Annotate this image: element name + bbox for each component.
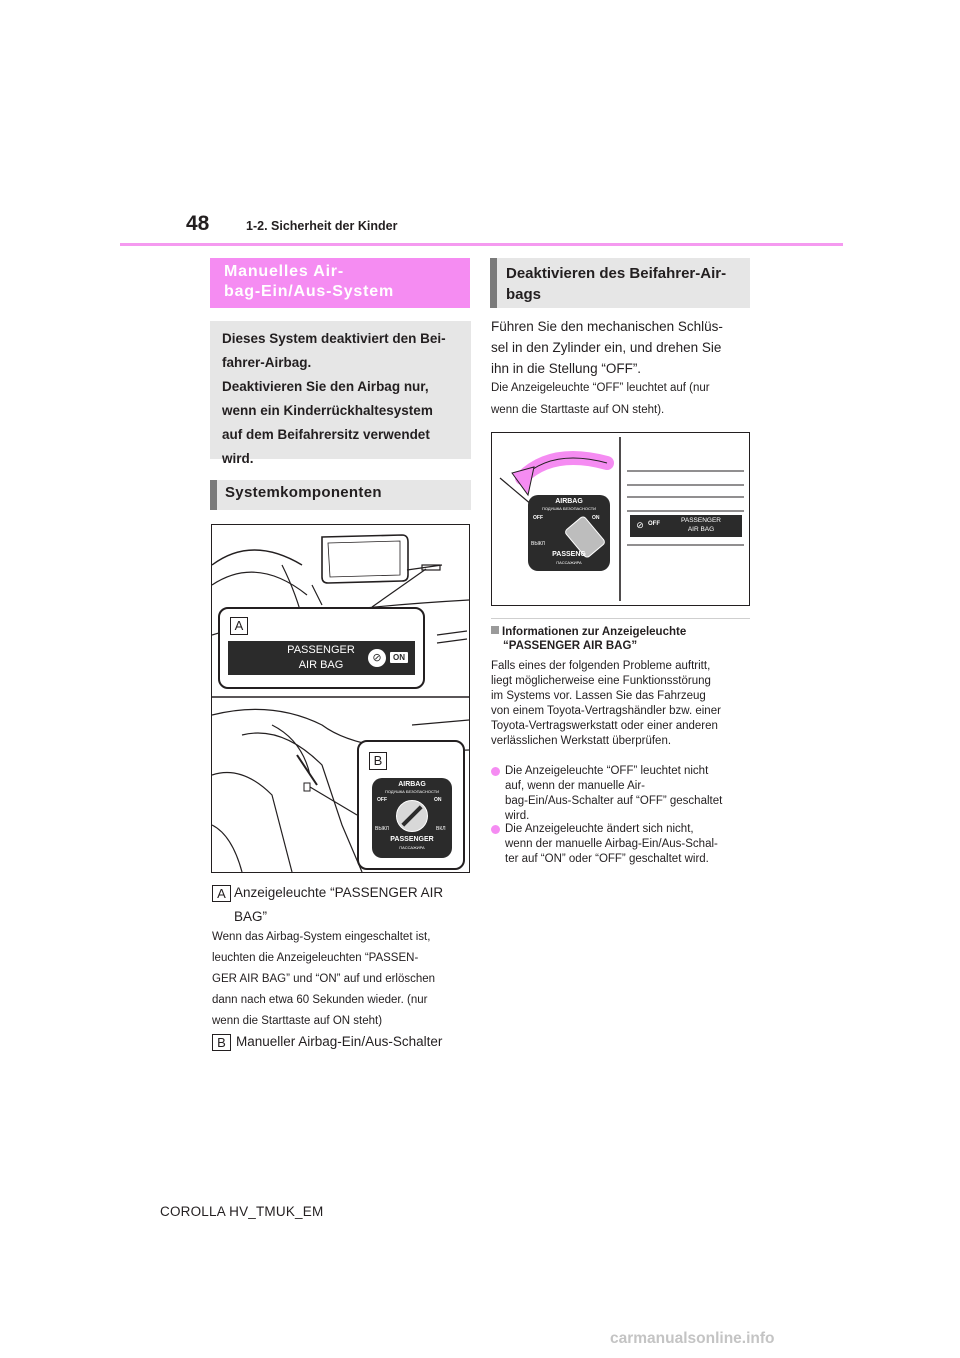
- desc-line: wenn die Starttaste auf ON steht): [212, 1015, 383, 1027]
- switch-on-label: ON: [434, 797, 442, 803]
- indicator-on-badge: ON: [390, 652, 408, 663]
- note-line: wenn die Starttaste auf ON steht).: [491, 404, 665, 416]
- caption-b: [212, 1031, 474, 1053]
- intro-box: [210, 321, 471, 466]
- switch-passenger-ru-label: ПАССАЖИРА: [399, 845, 425, 850]
- footer-model: COROLLA HV_TMUK_EM: [160, 1204, 324, 1219]
- switch-passenger-label: PASSENGER: [390, 836, 434, 843]
- info-line: liegt möglicherweise eine Funktionsstörung: [491, 675, 711, 687]
- switch-off-ru-label: ВЫКЛ: [375, 826, 389, 832]
- switch-title: AIRBAG: [398, 781, 426, 788]
- bullet-dot-icon: [491, 767, 500, 776]
- caption-a: [212, 881, 474, 929]
- caption-b-letter: B: [212, 1034, 231, 1051]
- switch-off-label: OFF: [377, 797, 387, 803]
- components-heading: Systemkomponenten: [210, 480, 471, 510]
- switch-off-label: OFF: [533, 515, 543, 521]
- intro-line: wenn ein Kinderrückhaltesystem: [222, 403, 433, 418]
- airbag-off-icon: ⊘: [368, 649, 386, 667]
- info-line: von einem Toyota-Vertragshändler bzw. einer: [491, 705, 721, 717]
- desc-line: Wenn das Airbag-System eingeschaltet ist,: [212, 931, 431, 943]
- heading-line: Manuelles Air-: [224, 263, 344, 280]
- instruction-line: ihn in die Stellung “OFF”.: [491, 361, 642, 376]
- manual-airbag-heading: [210, 258, 470, 308]
- watermark: carmanualsonline.info: [610, 1330, 775, 1347]
- desc-line: GER AIR BAG” und “ON” auf und erlöschen: [212, 973, 436, 985]
- indicator-label: [666, 516, 736, 534]
- passenger-airbag-indicator-off: [630, 515, 742, 537]
- info-line: im Systems vor. Lassen Sie das Fahrzeug: [491, 690, 706, 702]
- caption-b-text: Manueller Airbag-Ein/Aus-Schalter: [236, 1034, 443, 1049]
- indicator-off-label: OFF: [648, 521, 660, 527]
- square-bullet-icon: [491, 626, 499, 634]
- note-line: Die Anzeigeleuchte “OFF” leuchtet auf (nur: [491, 382, 710, 394]
- switch-passenger-ru-label: ПАССАЖИРА: [556, 560, 582, 565]
- indicator-line: AIR BAG: [298, 659, 344, 671]
- info-heading: [491, 625, 753, 653]
- switch-title-ru: ПОДУШКА БЕЗОПАСНОСТИ: [384, 789, 440, 794]
- bullet-item: [491, 764, 753, 824]
- indicator-line: AIR BAG: [687, 526, 715, 533]
- switch-off-ru-label: ВЫКЛ: [531, 541, 545, 547]
- deactivate-heading: [490, 258, 750, 308]
- section-title: 1-2. Sicherheit der Kinder: [246, 219, 398, 233]
- callout-b-box: [357, 740, 465, 870]
- bullet-line: ter auf “ON” oder “OFF” geschaltet wird.: [505, 853, 709, 865]
- desc-line: dann nach etwa 60 Sekunden wieder. (nur: [212, 994, 428, 1006]
- bullet-line: wenn der manuelle Airbag-Ein/Aus-Schal-: [505, 838, 718, 850]
- switch-passenger-label: PASSENG: [552, 551, 586, 558]
- desc-line: leuchten die Anzeigeleuchten “PASSEN-: [212, 952, 419, 964]
- info-line: verlässlichen Werkstatt überprüfen.: [491, 735, 672, 747]
- header-rule: [120, 243, 843, 246]
- switch-key-slot-icon: [396, 800, 428, 832]
- bullet-line: wird.: [505, 810, 530, 822]
- callout-a-box: [218, 607, 425, 689]
- passenger-airbag-indicator: [228, 641, 415, 675]
- caption-a-description: [212, 927, 474, 1032]
- intro-line: Dieses System deaktiviert den Bei-: [222, 331, 446, 346]
- indicator-line: PASSENGER: [287, 644, 355, 656]
- bullet-line: auf, wenn der manuelle Air-: [505, 780, 645, 792]
- info-line: Falls eines der folgenden Probleme auftritt,: [491, 660, 711, 672]
- callout-b-letter: B: [369, 752, 387, 770]
- intro-line: auf dem Beifahrersitz verwendet: [222, 427, 430, 442]
- key-switch-illustration: [491, 432, 750, 606]
- bullet-dot-icon: [491, 825, 500, 834]
- caption-a-letter: A: [212, 885, 231, 902]
- heading-line: bag-Ein/Aus-System: [224, 283, 394, 300]
- page-number: 48: [186, 212, 210, 235]
- bullet-item: [491, 822, 753, 867]
- info-heading-line: Informationen zur Anzeigeleuchte: [502, 626, 687, 638]
- instruction-line: Führen Sie den mechanischen Schlüs-: [491, 319, 723, 334]
- indicator-line: PASSENGER: [681, 517, 721, 524]
- deactivate-note: [491, 377, 753, 421]
- heading-line: bags: [506, 286, 542, 303]
- info-divider: [491, 618, 750, 619]
- airbag-off-icon: ⊘: [636, 520, 644, 530]
- switch-title: AIRBAG: [555, 498, 583, 505]
- info-line: Toyota-Vertragswerkstatt oder einer anderen: [491, 720, 718, 732]
- caption-a-line: BAG”: [234, 909, 268, 924]
- caption-a-line: Anzeigeleuchte “PASSENGER AIR: [234, 885, 444, 900]
- intro-line: fahrer-Airbag.: [222, 355, 312, 370]
- info-heading-line: “PASSENGER AIR BAG”: [503, 640, 638, 652]
- airbag-switch-panel: [528, 495, 610, 571]
- intro-line: Deaktivieren Sie den Airbag nur,: [222, 379, 429, 394]
- airbag-switch-panel: [372, 778, 452, 858]
- info-body: [491, 659, 753, 749]
- deactivate-instructions: [491, 316, 753, 379]
- dashboard-illustration: [211, 524, 470, 873]
- instruction-line: sel in den Zylinder ein, und drehen Sie: [491, 340, 722, 355]
- switch-title-ru: ПОДУШКА БЕЗОПАСНОСТИ: [541, 506, 597, 511]
- callout-a-letter: A: [230, 617, 248, 635]
- bullet-line: bag-Ein/Aus-Schalter auf “OFF” geschaltet: [505, 795, 723, 807]
- intro-line: wird.: [222, 451, 254, 466]
- bullet-line: Die Anzeigeleuchte “OFF” leuchtet nicht: [505, 765, 709, 777]
- heading-line: Deaktivieren des Beifahrer-Air-: [506, 265, 727, 282]
- switch-on-label: ON: [592, 515, 600, 521]
- switch-on-ru-label: ВКЛ: [436, 826, 446, 832]
- indicator-label: [276, 643, 366, 673]
- bullet-line: Die Anzeigeleuchte ändert sich nicht,: [505, 823, 694, 835]
